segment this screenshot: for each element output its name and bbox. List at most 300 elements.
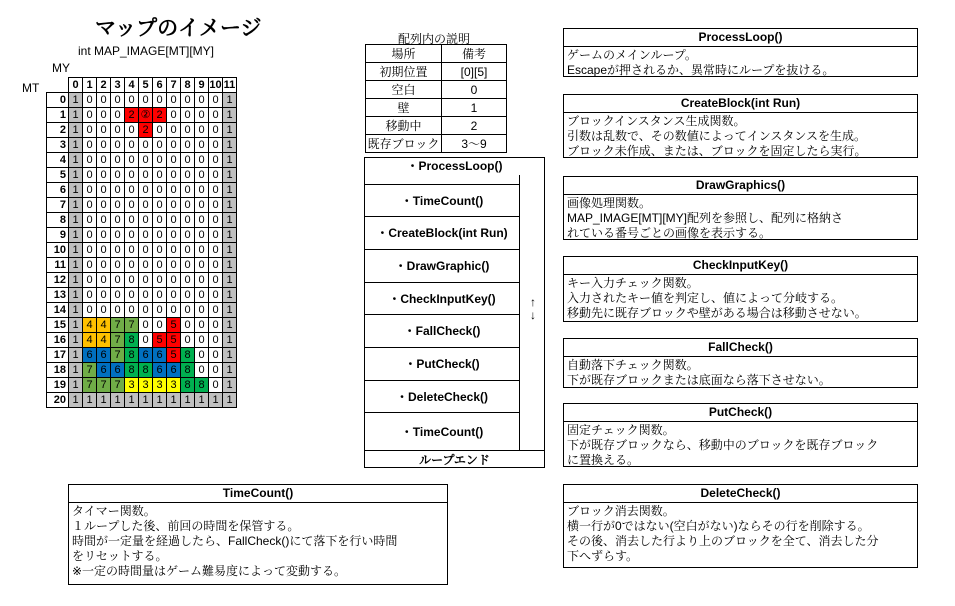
function-box	[563, 338, 918, 388]
grid-cell: 1	[83, 393, 97, 408]
function-box-body: ブロックインスタンス生成関数。 引数は乱数で、その数値によってインスタンスを生成。 ブロック未作成、または、ブロックを固定したら実行。	[567, 114, 867, 158]
grid-cell: 0	[195, 123, 209, 138]
row-header: 15	[47, 318, 69, 333]
grid-cell: 4	[97, 318, 111, 333]
grid-cell: 1	[69, 93, 83, 108]
grid-cell: 4	[83, 318, 97, 333]
grid-cell: 0	[181, 318, 195, 333]
legend-cell: 3～9	[442, 135, 507, 153]
grid-cell: 0	[139, 318, 153, 333]
grid-cell: 0	[111, 213, 125, 228]
grid-cell: 0	[83, 93, 97, 108]
grid-row	[47, 93, 237, 108]
grid-cell: 0	[167, 108, 181, 123]
row-header: 5	[47, 168, 69, 183]
grid-cell: 0	[125, 198, 139, 213]
grid-cell: 0	[97, 138, 111, 153]
grid-cell: 0	[97, 243, 111, 258]
grid-cell: 0	[195, 108, 209, 123]
grid-row	[47, 393, 237, 408]
grid-cell: 2	[139, 123, 153, 138]
grid-cell: 7	[83, 363, 97, 378]
grid-cell: 0	[153, 198, 167, 213]
grid-cell: 3	[153, 378, 167, 393]
grid-cell: 0	[97, 273, 111, 288]
grid-cell: 0	[97, 123, 111, 138]
grid-cell: 0	[97, 258, 111, 273]
function-box-title: CheckInputKey()	[564, 257, 917, 275]
grid-cell: 0	[209, 108, 223, 123]
grid-cell: 0	[167, 93, 181, 108]
grid-row	[47, 273, 237, 288]
grid-cell: 1	[69, 168, 83, 183]
grid-cell: 1	[223, 138, 237, 153]
grid-cell: 1	[69, 333, 83, 348]
grid-cell: 0	[139, 333, 153, 348]
col-header: 4	[125, 78, 139, 93]
grid-cell: 0	[97, 288, 111, 303]
grid-cell: 1	[223, 258, 237, 273]
function-box-body: ブロック消去関数。 横一行が0ではない(空白がない)ならその行を削除する。 その後、消去した行より上のブロックを全て、消去した分 下へずらす。	[567, 504, 879, 563]
grid-cell: 0	[125, 138, 139, 153]
grid-cell: 0	[83, 138, 97, 153]
grid-cell: 1	[223, 288, 237, 303]
flow-step: ・FallCheck()	[365, 314, 519, 347]
grid-row	[47, 153, 237, 168]
grid-cell: 0	[125, 273, 139, 288]
grid-cell: 0	[97, 153, 111, 168]
grid-row	[47, 198, 237, 213]
grid-cell: 0	[195, 198, 209, 213]
grid-cell: 0	[209, 183, 223, 198]
grid-cell: 0	[125, 303, 139, 318]
grid-cell: 1	[111, 393, 125, 408]
row-header: 1	[47, 108, 69, 123]
row-header: 6	[47, 183, 69, 198]
function-box	[563, 176, 918, 240]
grid-cell: 0	[111, 168, 125, 183]
flow-step: ・CreateBlock(int Run)	[365, 216, 519, 249]
grid-cell: 8	[181, 378, 195, 393]
grid-cell: 2	[153, 108, 167, 123]
grid-cell: 0	[167, 138, 181, 153]
legend-cell: 2	[442, 117, 507, 135]
grid-cell: 0	[139, 198, 153, 213]
function-box-body: キー入力チェック関数。 入力されたキー値を判定し、値によって分岐する。 移動先に既存ブロックや壁がある場合は移動させない。	[567, 276, 867, 320]
grid-cell: 1	[69, 198, 83, 213]
grid-cell: 1	[69, 303, 83, 318]
grid-cell: 0	[83, 213, 97, 228]
grid-cell: 0	[167, 258, 181, 273]
legend-caption: 配列内の説明	[398, 32, 471, 46]
grid-cell: 0	[97, 108, 111, 123]
grid-cell: 0	[97, 303, 111, 318]
grid-cell: 0	[181, 333, 195, 348]
grid-cell: 1	[69, 393, 83, 408]
grid-cell: 1	[97, 393, 111, 408]
grid-cell: 0	[209, 348, 223, 363]
grid-cell: 0	[209, 213, 223, 228]
grid-cell: 1	[223, 168, 237, 183]
flow-step: ・ProcessLoop()	[406, 159, 503, 173]
flow-step: ・DrawGraphic()	[365, 249, 519, 282]
grid-cell: 0	[195, 348, 209, 363]
function-box-body: 自動落下チェック関数。 下が既存ブロックまたは底面なら落下させない。	[567, 358, 831, 387]
legend-header: 場所	[366, 45, 442, 63]
grid-row	[47, 183, 237, 198]
grid-cell: 0	[139, 213, 153, 228]
grid-row	[47, 333, 237, 348]
grid-cell: 0	[139, 168, 153, 183]
grid-cell: 1	[223, 378, 237, 393]
grid-cell: 0	[209, 273, 223, 288]
function-box	[68, 484, 448, 585]
grid-cell: 6	[139, 348, 153, 363]
grid-cell: 0	[111, 108, 125, 123]
grid-cell: 1	[223, 93, 237, 108]
grid-cell: ②	[139, 108, 153, 123]
grid-cell: 0	[139, 153, 153, 168]
row-header: 8	[47, 213, 69, 228]
grid-cell: 0	[209, 123, 223, 138]
grid-row	[47, 168, 237, 183]
row-header: 7	[47, 198, 69, 213]
flow-step: ・CheckInputKey()	[365, 282, 519, 314]
grid-cell: 8	[139, 363, 153, 378]
grid-cell: 0	[167, 183, 181, 198]
grid-cell: 0	[153, 303, 167, 318]
grid-cell: 5	[167, 348, 181, 363]
grid-cell: 1	[223, 108, 237, 123]
col-header: 3	[111, 78, 125, 93]
grid-cell: 0	[209, 258, 223, 273]
grid-cell: 0	[153, 138, 167, 153]
grid-cell: 0	[97, 183, 111, 198]
grid-cell: 0	[97, 228, 111, 243]
grid-cell: 1	[69, 123, 83, 138]
grid-cell: 5	[167, 333, 181, 348]
grid-cell: 0	[195, 288, 209, 303]
function-box-body: タイマー関数。 １ループした後、前回の時間を保管する。 時間が一定量を経過したら、FallCheck()にて落下を行い時間 をリセットする。 ※一定の時間量はゲーム難易度によって変動する。	[72, 504, 398, 578]
grid-cell: 0	[83, 198, 97, 213]
grid-cell: 4	[83, 333, 97, 348]
col-header: 2	[97, 78, 111, 93]
grid-cell: 0	[139, 303, 153, 318]
grid-cell: 1	[223, 393, 237, 408]
grid-cell: 0	[195, 258, 209, 273]
row-header: 19	[47, 378, 69, 393]
grid-cell: 0	[181, 153, 195, 168]
grid-cell: 0	[195, 153, 209, 168]
grid-cell: 0	[153, 258, 167, 273]
grid-cell: 0	[195, 168, 209, 183]
grid-cell: 0	[209, 363, 223, 378]
grid-cell: 7	[111, 333, 125, 348]
grid-cell: 7	[111, 348, 125, 363]
function-box-body: 画像処理関数。 MAP_IMAGE[MT][MY]配列を参照し、配列に格納さ れている番号ごとの画像を表示する。	[567, 196, 844, 240]
grid-cell: 1	[69, 228, 83, 243]
grid-cell: 1	[69, 318, 83, 333]
grid-cell: 0	[139, 228, 153, 243]
grid-cell: 0	[167, 228, 181, 243]
grid-cell: 8	[125, 348, 139, 363]
legend-cell: 既存ブロック	[366, 135, 442, 153]
grid-cell: 0	[167, 243, 181, 258]
grid-cell: 0	[153, 318, 167, 333]
grid-cell: 1	[69, 258, 83, 273]
grid-row	[47, 213, 237, 228]
grid-cell: 0	[111, 273, 125, 288]
function-box	[563, 403, 918, 467]
grid-cell: 0	[153, 288, 167, 303]
grid-cell: 1	[139, 393, 153, 408]
legend-cell: 0	[442, 81, 507, 99]
grid-cell: 0	[83, 303, 97, 318]
row-header: 12	[47, 273, 69, 288]
grid-row	[47, 348, 237, 363]
flow-end-label: ループエンド	[365, 450, 544, 468]
grid-row	[47, 318, 237, 333]
row-header: 14	[47, 303, 69, 318]
grid-cell: 0	[181, 93, 195, 108]
function-box-title: DeleteCheck()	[564, 485, 917, 503]
grid-cell: 0	[125, 183, 139, 198]
row-header: 18	[47, 363, 69, 378]
grid-row	[47, 108, 237, 123]
grid-cell: 0	[125, 123, 139, 138]
function-box-body: 固定チェック関数。 下が既存ブロックなら、移動中のブロックを既存ブロック に置換える。	[567, 423, 879, 467]
grid-cell: 0	[153, 243, 167, 258]
legend-table	[365, 44, 507, 153]
flow-step: ・TimeCount()	[365, 184, 519, 216]
map-grid	[46, 77, 237, 408]
function-box	[563, 28, 918, 77]
grid-cell: 6	[83, 348, 97, 363]
col-header: 9	[195, 78, 209, 93]
legend-cell: 初期位置	[366, 63, 442, 81]
grid-cell: 0	[181, 198, 195, 213]
grid-cell: 1	[181, 393, 195, 408]
grid-cell: 0	[209, 198, 223, 213]
grid-cell: 8	[125, 333, 139, 348]
grid-cell: 0	[195, 273, 209, 288]
grid-cell: 3	[167, 378, 181, 393]
grid-cell: 0	[195, 363, 209, 378]
grid-cell: 0	[181, 288, 195, 303]
grid-cell: 0	[139, 258, 153, 273]
grid-cell: 0	[125, 93, 139, 108]
grid-cell: 1	[223, 363, 237, 378]
col-header: 10	[209, 79, 222, 91]
grid-cell: 0	[139, 273, 153, 288]
grid-cell: 0	[167, 168, 181, 183]
grid-cell: 0	[111, 138, 125, 153]
function-box-title: ProcessLoop()	[564, 29, 917, 47]
grid-cell: 1	[223, 213, 237, 228]
grid-cell: 0	[97, 198, 111, 213]
grid-cell: 7	[111, 378, 125, 393]
grid-row	[47, 138, 237, 153]
grid-cell: 0	[167, 213, 181, 228]
mt-axis-label: MT	[22, 81, 40, 95]
row-header: 2	[47, 123, 69, 138]
grid-cell: 6	[97, 348, 111, 363]
grid-cell: 1	[223, 318, 237, 333]
grid-cell: 0	[209, 318, 223, 333]
grid-cell: 0	[195, 318, 209, 333]
grid-cell: 1	[223, 243, 237, 258]
grid-cell: 0	[195, 333, 209, 348]
grid-cell: 0	[209, 153, 223, 168]
grid-cell: 0	[111, 123, 125, 138]
grid-cell: 1	[223, 183, 237, 198]
grid-cell: 8	[181, 348, 195, 363]
grid-row	[47, 243, 237, 258]
grid-cell: 0	[153, 153, 167, 168]
grid-cell: 5	[167, 318, 181, 333]
grid-row	[47, 363, 237, 378]
legend-cell: [0][5]	[442, 63, 507, 81]
grid-cell: 0	[153, 168, 167, 183]
grid-cell: 1	[125, 393, 139, 408]
grid-cell: 0	[83, 288, 97, 303]
grid-cell: 0	[181, 273, 195, 288]
grid-cell: 0	[181, 228, 195, 243]
grid-cell: 0	[167, 303, 181, 318]
grid-cell: 0	[195, 228, 209, 243]
grid-cell: 0	[111, 198, 125, 213]
grid-cell: 0	[111, 228, 125, 243]
function-box-title: DrawGraphics()	[564, 177, 917, 195]
grid-cell: 0	[153, 213, 167, 228]
grid-cell: 7	[97, 378, 111, 393]
row-header: 3	[47, 138, 69, 153]
grid-cell: 6	[111, 363, 125, 378]
grid-cell: 6	[97, 363, 111, 378]
grid-cell: 0	[181, 108, 195, 123]
grid-cell: 0	[181, 183, 195, 198]
grid-cell: 0	[153, 228, 167, 243]
grid-cell: 0	[83, 183, 97, 198]
grid-cell: 1	[69, 288, 83, 303]
grid-row	[47, 378, 237, 393]
grid-cell: 1	[69, 348, 83, 363]
grid-cell: 0	[83, 228, 97, 243]
function-box-title: TimeCount()	[69, 485, 447, 503]
grid-cell: 0	[83, 273, 97, 288]
grid-corner	[47, 78, 69, 93]
grid-cell: 6	[153, 363, 167, 378]
grid-cell: 0	[153, 123, 167, 138]
grid-cell: 0	[195, 183, 209, 198]
grid-cell: 0	[111, 258, 125, 273]
legend-header: 備考	[442, 45, 507, 63]
grid-cell: 8	[125, 363, 139, 378]
grid-cell: 0	[139, 243, 153, 258]
grid-cell: 0	[83, 168, 97, 183]
grid-cell: 1	[69, 153, 83, 168]
grid-cell: 6	[153, 348, 167, 363]
grid-cell: 0	[209, 228, 223, 243]
col-header: 6	[153, 78, 167, 93]
grid-cell: 7	[83, 378, 97, 393]
grid-cell: 0	[111, 303, 125, 318]
function-box-title: PutCheck()	[564, 404, 917, 422]
map-title: マップのイメージ	[95, 17, 262, 40]
grid-cell: 7	[111, 318, 125, 333]
col-header: 1	[83, 78, 97, 93]
grid-cell: 1	[195, 393, 209, 408]
grid-row	[47, 123, 237, 138]
grid-cell: 0	[181, 303, 195, 318]
legend-cell: 1	[442, 99, 507, 117]
grid-cell: 0	[209, 243, 223, 258]
row-header: 17	[47, 348, 69, 363]
grid-cell: 0	[195, 93, 209, 108]
grid-cell: 0	[167, 288, 181, 303]
function-box	[563, 484, 918, 568]
row-header: 9	[47, 228, 69, 243]
grid-cell: 0	[125, 153, 139, 168]
grid-cell: 1	[223, 348, 237, 363]
flow-step: ・DeleteCheck()	[365, 380, 519, 412]
grid-cell: 8	[195, 378, 209, 393]
grid-cell: 0	[195, 243, 209, 258]
grid-cell: 0	[125, 243, 139, 258]
grid-cell: 0	[125, 288, 139, 303]
col-header: 8	[181, 78, 195, 93]
grid-cell: 0	[167, 153, 181, 168]
grid-cell: 7	[125, 318, 139, 333]
grid-cell: 3	[139, 378, 153, 393]
grid-cell: 0	[181, 243, 195, 258]
grid-cell: 0	[97, 93, 111, 108]
grid-cell: 0	[209, 138, 223, 153]
flow-step: ・TimeCount()	[365, 412, 519, 450]
grid-cell: 0	[83, 108, 97, 123]
grid-cell: 1	[223, 228, 237, 243]
grid-cell: 0	[111, 183, 125, 198]
grid-cell: 1	[167, 393, 181, 408]
grid-cell: 2	[125, 108, 139, 123]
grid-cell: 0	[209, 288, 223, 303]
grid-cell: 0	[83, 243, 97, 258]
grid-cell: 0	[209, 303, 223, 318]
grid-cell: 0	[111, 93, 125, 108]
grid-row	[47, 258, 237, 273]
grid-cell: 1	[69, 378, 83, 393]
grid-cell: 1	[69, 273, 83, 288]
grid-cell: 1	[69, 243, 83, 258]
grid-cell: 0	[125, 258, 139, 273]
grid-cell: 0	[83, 123, 97, 138]
row-header: 4	[47, 153, 69, 168]
grid-cell: 6	[167, 363, 181, 378]
grid-cell: 1	[69, 108, 83, 123]
map-subtitle: int MAP_IMAGE[MT][MY]	[78, 44, 215, 58]
grid-cell: 0	[139, 288, 153, 303]
grid-row	[47, 303, 237, 318]
row-header: 0	[47, 93, 69, 108]
grid-cell: 1	[69, 183, 83, 198]
function-box-body: ゲームのメインループ。 Escapeが押されるか、異常時にループを抜ける。	[567, 48, 835, 77]
grid-cell: 0	[111, 153, 125, 168]
row-header: 20	[47, 393, 69, 408]
grid-cell: 0	[167, 123, 181, 138]
grid-cell: 0	[209, 93, 223, 108]
grid-cell: 1	[223, 273, 237, 288]
grid-cell: 0	[111, 288, 125, 303]
